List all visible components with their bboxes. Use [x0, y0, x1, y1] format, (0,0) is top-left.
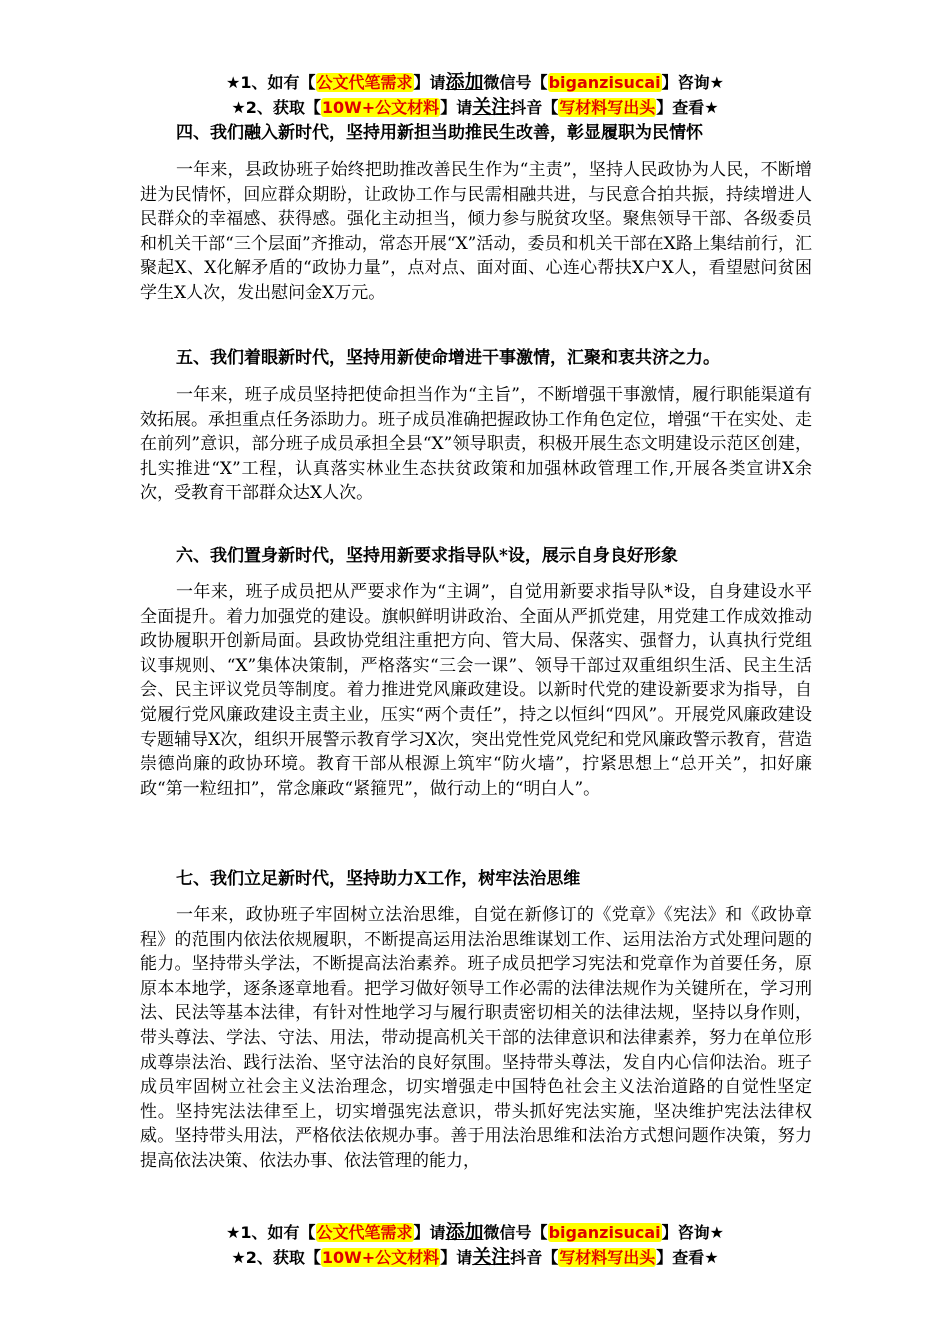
banner-text: 】请	[413, 73, 446, 92]
banner-text: 微信号【	[483, 1223, 548, 1242]
banner-underlined: 关注	[472, 96, 511, 118]
promo-banner-line-2-top	[0, 95, 950, 120]
banner-highlight: 公文代笔需求	[316, 1223, 413, 1242]
section-heading: 五、我们着眼新时代，坚持用新使命增进干事激情，汇聚和衷共济之力。	[176, 348, 720, 368]
banner-text: 】查看★	[656, 98, 719, 117]
section-heading: 七、我们立足新时代，坚持助力X工作，树牢法治思维	[176, 869, 581, 889]
section-body: 一年来，班子成员坚持把使命担当作为“主旨”，不断增强干事激情，履行职能渠道有效拓展。承担重点任务添助力。班子成员准确把握政协工作角色定位，增强“干在实处、走在前列”意识，部分班子成员承担全县“X”领导职责，积极开展生态文明建设示范区创建，扎实推进“X”工程，认真落实林业生态扶贫政策和加强林政管理工作,开展各类宣讲X余次，受教育干部群众达X人次。	[140, 385, 812, 504]
banner-text: 抖音【	[510, 1248, 559, 1267]
banner-text: 【	[299, 73, 316, 92]
banner-text: ★2、获取【	[231, 98, 321, 117]
section-heading: 四、我们融入新时代，坚持用新担当助推民生改善，彰显履职为民情怀	[176, 123, 703, 143]
section-body: 一年来，班子成员把从严要求作为“主调”，自觉用新要求指导队*设，自身建设水平全面提升。着力加强党的建设。旗帜鲜明讲政治、全面从严抓党建，用党建工作成效推动政协履职开创新局面。县政协党组注重把方向、管大局、保落实、强督力，认真执行党组议事规则、“X”集体决策制，严格落实“三会一课”、领导干部过双重组织生活、民主生活会、民主评议党员等制度。着力推进党风廉政建设。以新时代党的建设新要求为指导，自觉履行党风廉政建设主责主业，压实“两个责任”，持之以恒纠“四风”。开展党风廉政建设专题辅导X次，组织开展警示教育学习X次，突出党性党风党纪和党风廉政警示教育，营造崇德尚廉的政协环境。教育干部从根源上筑牢“防火墙”，拧紧思想上“总开关”，扣好廉政“第一粒纽扣”，常念廉政“紧箍咒”，做行动上的“明白人”。	[140, 582, 812, 799]
banner-highlight: biganzisucai	[548, 73, 661, 92]
banner-highlight: biganzisucai	[548, 1223, 661, 1242]
banner-text: 【	[299, 1223, 316, 1242]
banner-text: 】咨询★	[661, 73, 724, 92]
banner-highlight: 10W+公文材料	[321, 1248, 440, 1267]
promo-banner-line-1-top	[0, 70, 950, 95]
banner-highlight: 公文代笔需求	[316, 73, 413, 92]
banner-underlined: 添加	[445, 1221, 484, 1243]
banner-text: 】查看★	[656, 1248, 719, 1267]
banner-underlined: 关注	[472, 1246, 511, 1268]
banner-text: 】请	[440, 98, 473, 117]
banner-text: 抖音【	[510, 98, 559, 117]
banner-highlight: 写材料写出头	[559, 1248, 656, 1267]
banner-text: 】请	[440, 1248, 473, 1267]
banner-text: ★1、如有	[226, 73, 300, 92]
banner-text: 】咨询★	[661, 1223, 724, 1242]
banner-text: ★1、如有	[226, 1223, 300, 1242]
banner-text: 微信号【	[483, 73, 548, 92]
banner-highlight: 写材料写出头	[559, 98, 656, 117]
section-body: 一年来，政协班子牢固树立法治思维，自觉在新修订的《党章》《宪法》和《政协章程》的范围内依法依规履职，不断提高运用法治思维谋划工作、运用法治方式处理问题的能力。坚持带头学法，不断提高法治素养。班子成员把学习宪法和党章作为首要任务，原原本本地学，逐条逐章地看。把学习做好领导工作必需的法律法规作为关键所在，学习刑法、民法等基本法律，有针对性地学习与履行职责密切相关的法律法规，坚持以身作则，带头尊法、学法、守法、用法，带动提高机关干部的法律意识和法律素养，努力在单位形成尊崇法治、践行法治、坚守法治的良好氛围。坚持带头尊法，发自内心信仰法治。班子成员牢固树立社会主义法治理念，切实增强走中国特色社会主义法治道路的自觉性坚定性。坚持宪法法律至上，切实增强宪法意识，带头抓好宪法实施，坚决维护宪法法律权威。坚持带头用法，严格依法依规办事。善于用法治思维和法治方式想问题作决策，努力提高依法决策、依法办事、依法管理的能力，	[140, 905, 812, 1171]
banner-text: ★2、获取【	[231, 1248, 321, 1267]
promo-banner-line-2-bottom	[0, 1245, 950, 1270]
section-body: 一年来，县政协班子始终把助推改善民生作为“主责”，坚持人民政协为人民，不断增进为民情怀，回应群众期盼，让政协工作与民需相融共进，与民意合拍共振，持续增进人民群众的幸福感、获得感。强化主动担当，倾力参与脱贫攻坚。聚焦领导干部、各级委员和机关干部“三个层面”齐推动，常态开展“X”活动，委员和机关干部在X路上集结前行，汇聚起X、X化解矛盾的“政协力量”，点对点、面对面、心连心帮扶X户X人，看望慰问贫困学生X人次，发出慰问金X万元。	[140, 160, 812, 303]
section-heading: 六、我们置身新时代，坚持用新要求指导队*设，展示自身良好形象	[176, 546, 678, 566]
promo-banner-line-1-bottom	[0, 1220, 950, 1245]
banner-underlined: 添加	[445, 71, 484, 93]
banner-highlight: 10W+公文材料	[321, 98, 440, 117]
banner-text: 】请	[413, 1223, 446, 1242]
